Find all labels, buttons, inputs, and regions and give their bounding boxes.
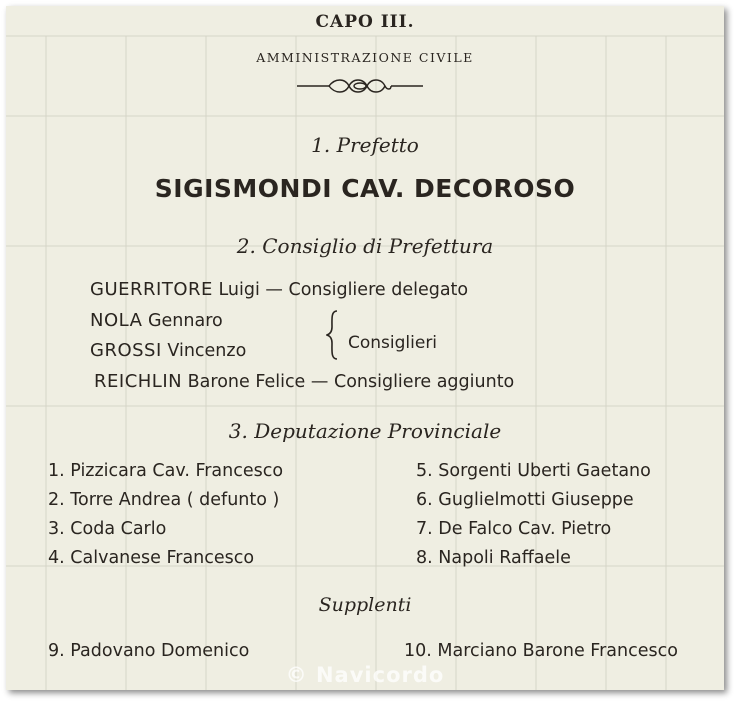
member-number: 9.	[48, 641, 65, 661]
member-number: 2.	[48, 490, 65, 510]
section-title: AMMINISTRAZIONE CIVILE	[256, 50, 474, 65]
member-name: De Falco Cav. Pietro	[438, 519, 612, 539]
member-name: Coda Carlo	[70, 519, 167, 539]
consigliere-line	[90, 340, 246, 361]
member-number: 3.	[48, 519, 65, 539]
consigliere-given-name: Gennaro	[147, 311, 223, 331]
list-item	[48, 490, 279, 510]
chapter-title: CAPO III.	[315, 12, 415, 32]
list-item	[48, 548, 254, 568]
list-item	[416, 461, 651, 481]
consigliere-line	[90, 310, 223, 331]
prefect-name: SIGISMONDI CAV. DECOROSO	[154, 174, 576, 203]
aggiunto-role: — Consigliere aggiunto	[310, 372, 515, 392]
list-item	[416, 490, 634, 510]
delegato-given-name: Luigi	[218, 280, 260, 300]
member-number: 7.	[416, 519, 433, 539]
supplenti-heading: Supplenti	[318, 594, 412, 616]
member-name: Sorgenti Uberti Gaetano	[438, 461, 651, 481]
consigliere-surname: GROSSI	[90, 340, 162, 361]
list-item	[416, 548, 571, 568]
watermark: © Navicordo	[285, 663, 445, 687]
consigliere-delegato-line	[90, 279, 468, 300]
delegato-surname: GUERRITORE	[90, 279, 213, 300]
member-number: 10.	[404, 641, 432, 661]
member-name: Calvanese Francesco	[70, 548, 255, 568]
member-name: Napoli Raffaele	[438, 548, 571, 568]
brace-symbol	[326, 309, 342, 361]
list-item	[48, 641, 249, 661]
member-name: Padovano Domenico	[70, 641, 250, 661]
deputazione-heading: 3. Deputazione Provinciale	[228, 419, 502, 443]
document-page	[6, 6, 724, 690]
list-item	[48, 519, 166, 539]
member-name: Torre Andrea ( defunto )	[70, 490, 280, 510]
list-item	[48, 461, 283, 481]
consigliere-aggiunto-line	[94, 371, 514, 392]
ornament-divider	[295, 77, 425, 95]
consigliere-surname: NOLA	[90, 310, 143, 331]
consiglio-heading: 2. Consiglio di Prefettura	[236, 234, 494, 258]
member-number: 5.	[416, 461, 433, 481]
consiglieri-label: Consiglieri	[348, 333, 438, 353]
list-item	[416, 519, 611, 539]
delegato-role: — Consigliere delegato	[265, 280, 469, 300]
consigliere-given-name: Vincenzo	[167, 341, 247, 361]
prefetto-heading: 1. Prefetto	[311, 133, 419, 157]
member-name: Guglielmotti Giuseppe	[438, 490, 634, 510]
member-name: Marciano Barone Francesco	[437, 641, 678, 661]
member-number: 6.	[416, 490, 433, 510]
aggiunto-surname: REICHLIN	[94, 371, 183, 392]
member-number: 8.	[416, 548, 433, 568]
member-number: 1.	[48, 461, 65, 481]
member-name: Pizzicara Cav. Francesco	[70, 461, 284, 481]
aggiunto-given-name: Barone Felice	[187, 372, 306, 392]
list-item	[404, 641, 678, 661]
member-number: 4.	[48, 548, 65, 568]
